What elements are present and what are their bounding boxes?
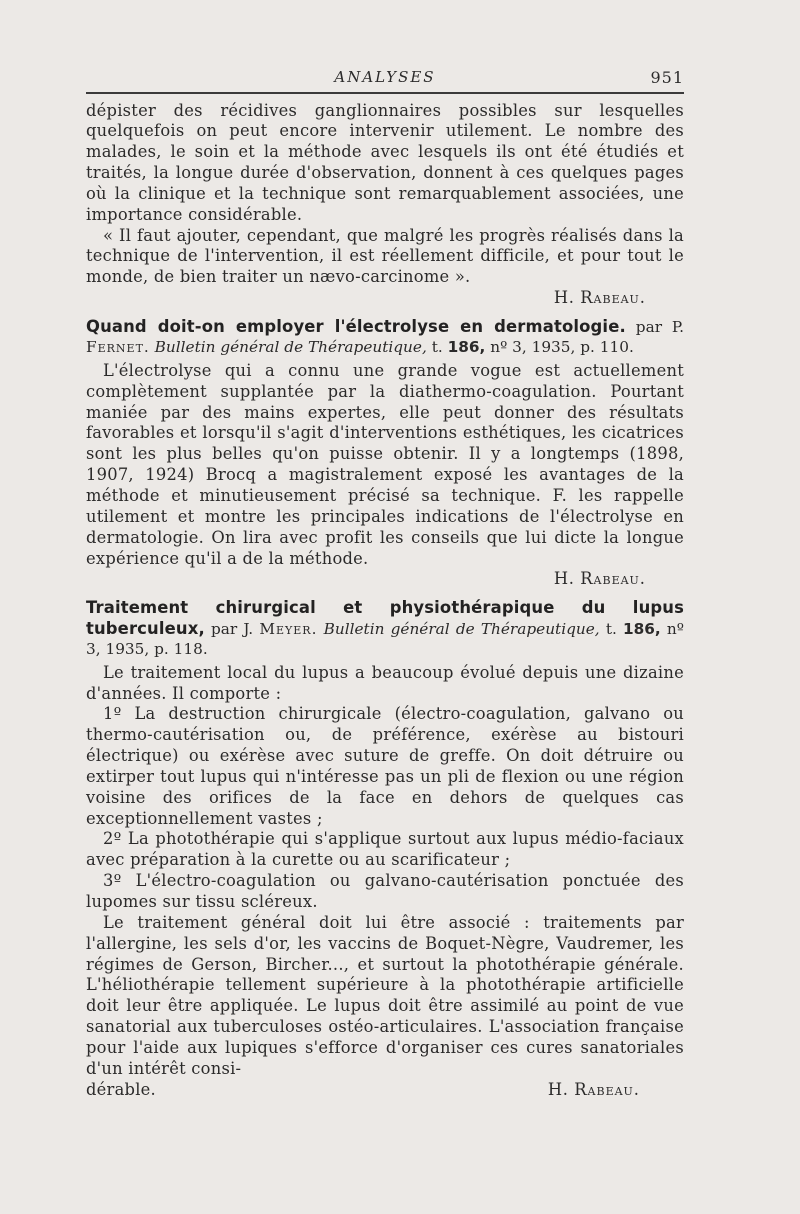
article1-heading bbox=[86, 317, 684, 358]
running-title: ANALYSES bbox=[334, 68, 436, 86]
article2-issue: nº 3, 1935, p. 118. bbox=[86, 619, 684, 659]
article2-volume: 186, bbox=[622, 619, 661, 638]
article2-journal: Bulletin général de Thérapeutique, bbox=[323, 619, 600, 638]
article1-journal: Bulletin général de Thérapeutique, bbox=[154, 338, 427, 357]
article1-signature bbox=[86, 569, 684, 590]
article2-title: Traitement chirurgical et physiothérapique du lupus tuberculeux, bbox=[86, 598, 684, 638]
signature-initial: H. bbox=[553, 288, 575, 308]
article2-by: par J. bbox=[210, 619, 254, 638]
signature-name: Rabeau. bbox=[574, 1079, 640, 1099]
signature-initial: H. bbox=[553, 569, 575, 589]
intro-signature bbox=[86, 288, 684, 309]
header-rule bbox=[86, 92, 684, 94]
article2-author: Meyer. bbox=[259, 619, 318, 638]
running-head bbox=[86, 60, 684, 92]
signature-name: Rabeau. bbox=[580, 288, 646, 308]
article1-body: L'électrolyse qui a connu une grande vogue est actuellement complètement supplantée par la diathermo-coagulation. Pourtant maniée par des mains expertes, elle peut donner des résultats favorables et lorsqu'il s'agit d'interventions esthétiques, les cicatrices sont les plus belles qu'on puisse obtenir. Il y a longtemps (1898, 1907, 1924) Brocq a magistralement exposé les avantages de la méthode et minutieusement précisé sa technique. F. les rappelle utilement et montre les principales indications de l'électrolyse en dermatologie. On lira avec profit les conseils que lui dicte la longue expérience qu'il a de la méthode. bbox=[86, 360, 684, 568]
article2-paragraph-2: Le traitement général doit lui être associé : traitements par l'allergine, les sels d'or, les vaccins de Boquet-Nègre, Vaudremer, les régimes de Gerson, Bircher..., et surtout la photothérapie générale. L'héliothérapie tellement supérieure à la photothérapie artificielle doit leur être appliquée. Le lupus doit être assimilé au point de vue sanatorial aux tuberculoses ostéo-articulaires. L'association française pour l'aide aux lupiques s'efforce d'organiser ces cures sanatoriales d'un intérêt consi- bbox=[86, 912, 684, 1078]
page bbox=[86, 60, 684, 1100]
article2-paragraph-1: Le traitement local du lupus a beaucoup évolué depuis une dizaine d'années. Il comporte : bbox=[86, 662, 684, 703]
article1-title: Quand doit-on employer l'électrolyse en dermatologie. bbox=[86, 316, 626, 336]
article2-last-line bbox=[86, 1080, 684, 1101]
article2-item-3: 3º L'électro-coagulation ou galvano-cautérisation ponctuée des lupomes sur tissu scléreux. bbox=[86, 871, 684, 911]
intro-paragraph-2: « Il faut ajouter, cependant, que malgré les progrès réalisés dans la technique de l'intervention, il est réellement difficile, et pour tout le monde, de bien traiter un nævo-carcinome ». bbox=[86, 225, 684, 287]
page-number: 951 bbox=[650, 68, 684, 87]
intro-paragraph-1: dépister des récidives ganglionnaires possibles sur lesquelles quelquefois on peut encore intervenir utilement. Le nombre des malades, le soin et la méthode avec lesquels ils ont été étudiés et traités, la longue durée d'observation, donnent à ces quelques pages où la clinique et la technique sont remarquablement associées, une importance considérable. bbox=[86, 100, 684, 224]
article2-item-1: 1º La destruction chirurgicale (électro-coagulation, galvano ou thermo-cautérisation ou, de préférence, exérèse au bistouri électrique) ou exérèse avec suture de greffe. On doit détruire ou extirper tout lupus qui n'intéresse pas un pli de flexion ou une région voisine des orifices de la face en dehors de quelques cas exceptionnellement vastes ; bbox=[86, 704, 684, 828]
article2-vol-prefix: t. bbox=[605, 619, 617, 638]
article1-vol-prefix: t. bbox=[431, 338, 443, 357]
article1-volume: 186, bbox=[447, 338, 486, 357]
signature-initial: H. bbox=[547, 1079, 569, 1099]
article2-signature bbox=[548, 1080, 684, 1101]
article1-issue: nº 3, 1935, p. 110. bbox=[490, 338, 634, 357]
article1-by: par P. bbox=[635, 317, 684, 336]
article2-paragraph-2-end: dérable. bbox=[86, 1079, 156, 1099]
article2-item-2: 2º La photothérapie qui s'applique surtout aux lupus médio-faciaux avec préparation à la curette ou au scarificateur ; bbox=[86, 829, 684, 870]
article1-author: Fernet. bbox=[86, 338, 150, 357]
article2-heading bbox=[86, 598, 684, 660]
signature-name: Rabeau. bbox=[580, 569, 646, 589]
